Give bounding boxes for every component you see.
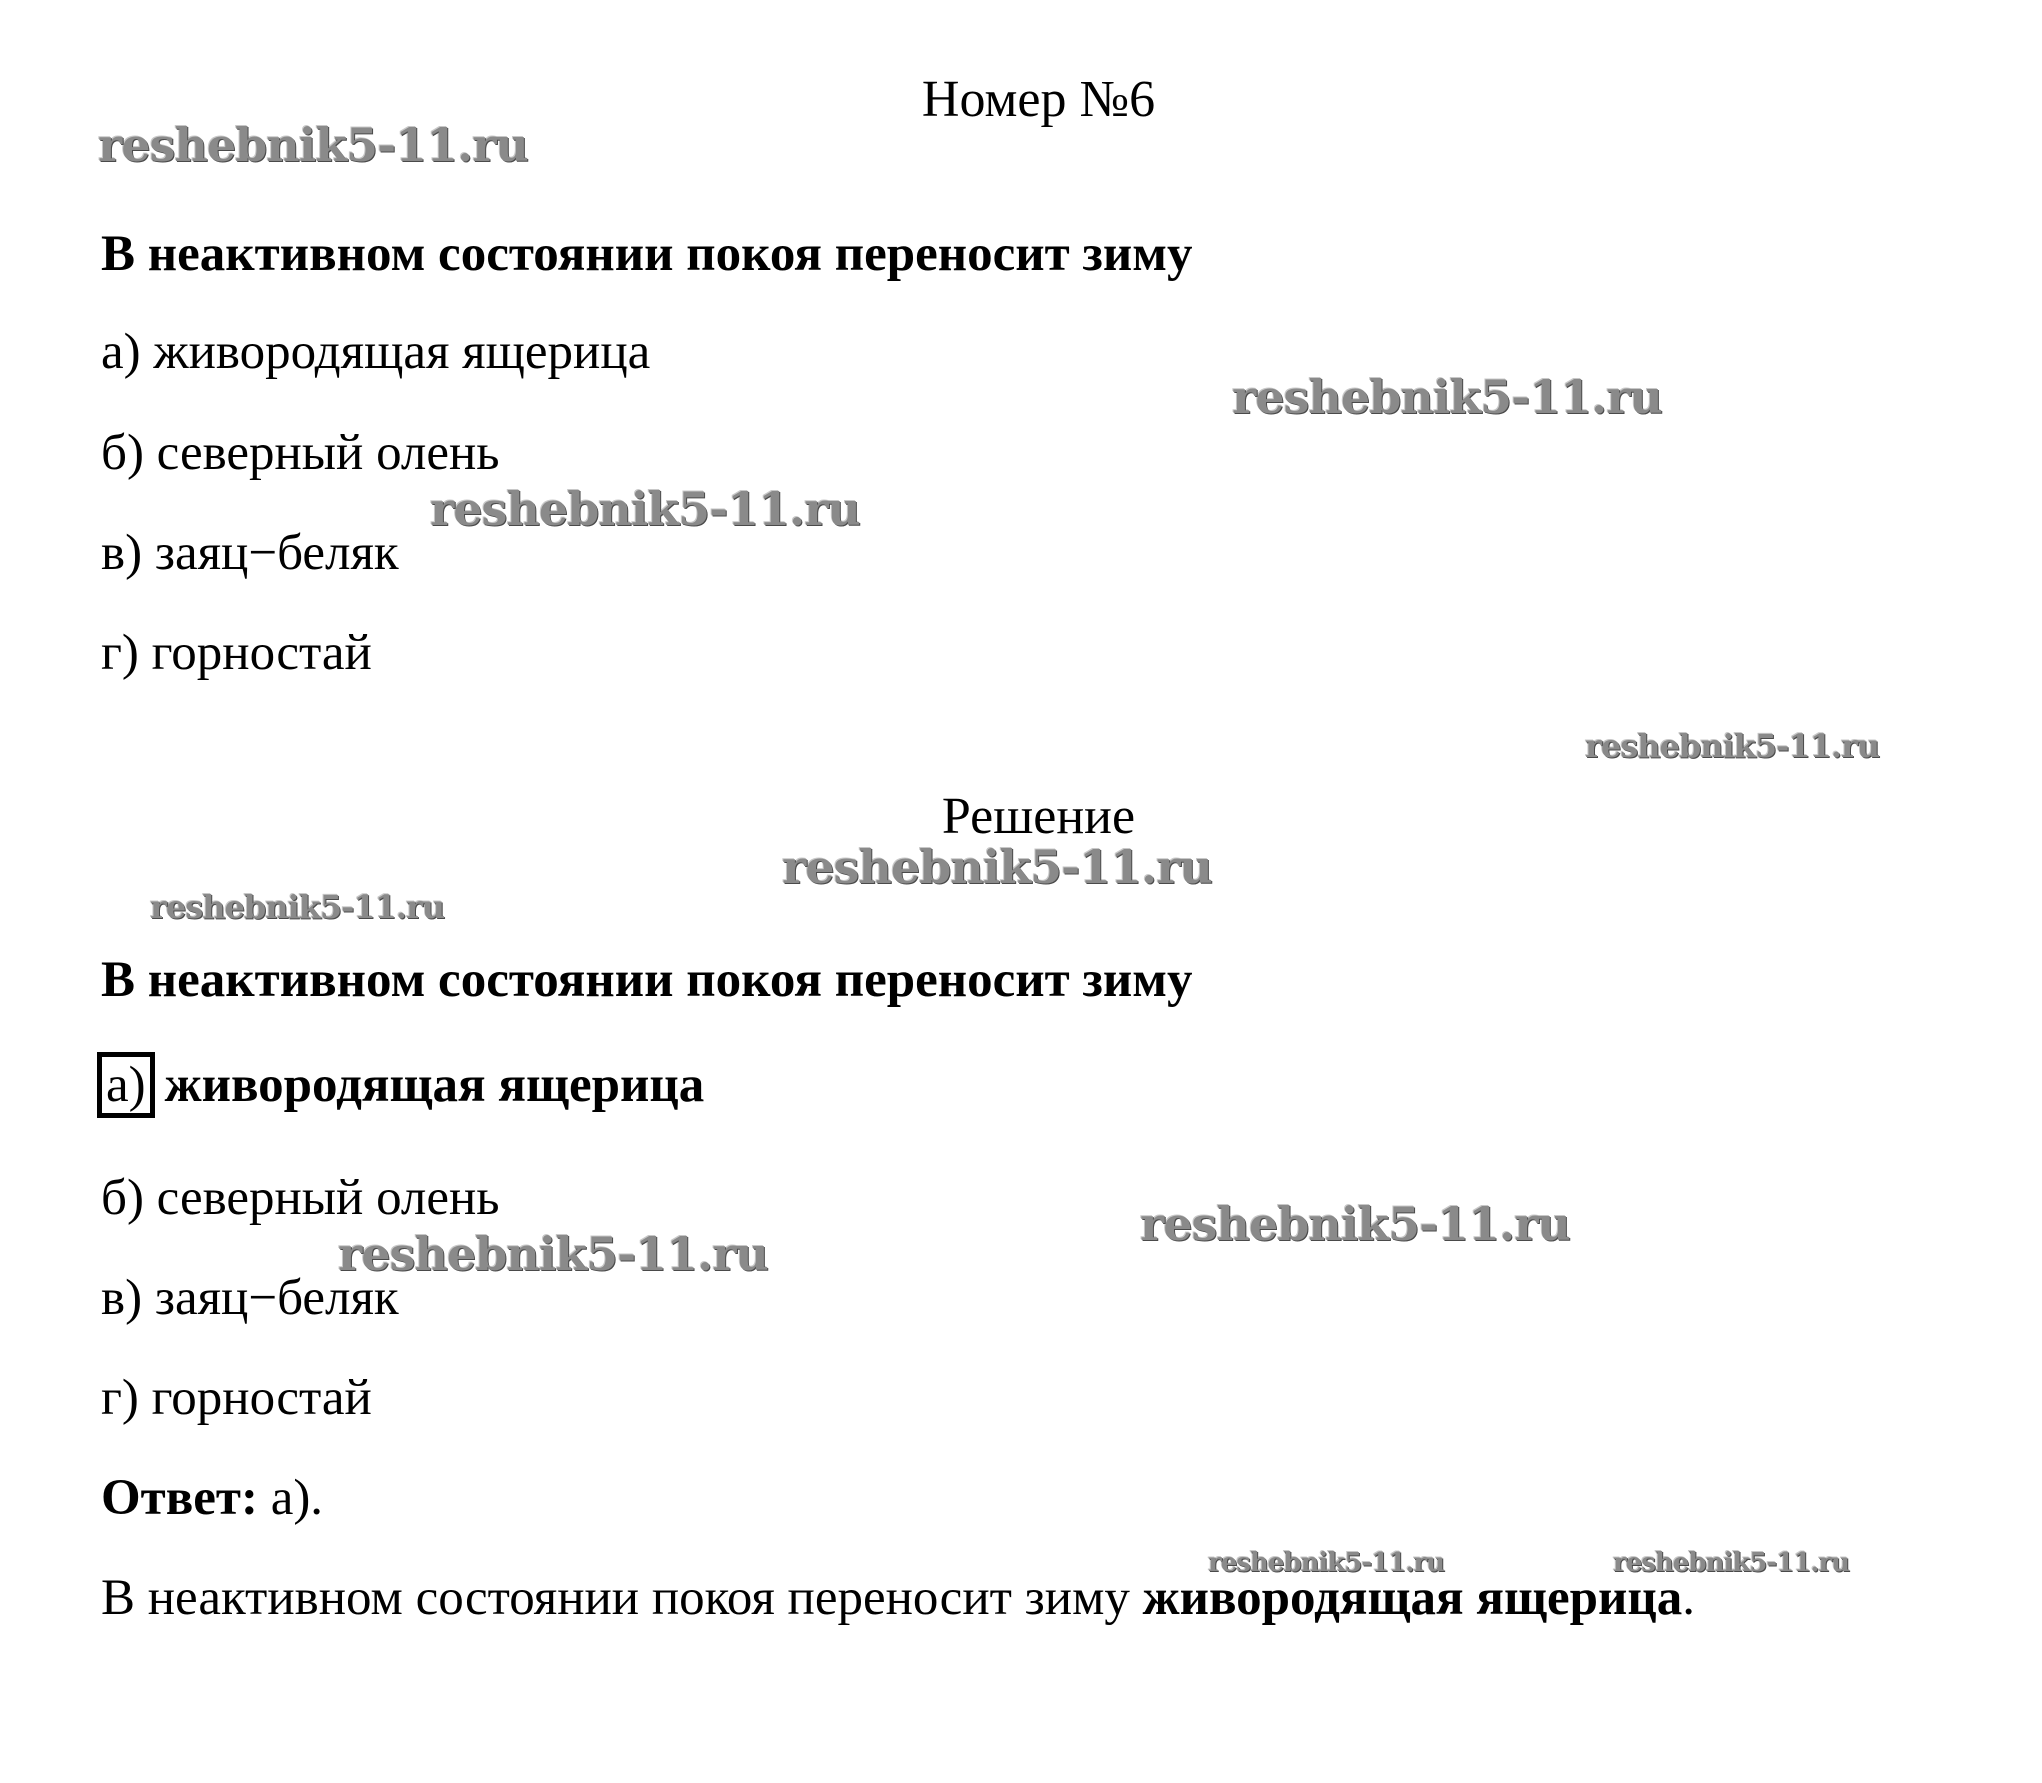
solution-selected-option — [101, 1052, 704, 1118]
watermark: reshebnik5-11.ru — [150, 888, 445, 926]
problem-option-a: а) живородящая ящерица — [101, 324, 651, 380]
selected-answer-marker: а) — [97, 1052, 155, 1118]
problem-option-b: б) северный олень — [101, 425, 500, 481]
problem-option-d: г) горностай — [101, 625, 372, 681]
watermark: reshebnik5-11.ru — [1613, 1548, 1850, 1578]
selected-answer-text: живородящая ящерица — [164, 1057, 705, 1113]
conclusion-bold: живородящая ящерица — [1142, 1570, 1683, 1626]
solution-option-b: б) северный олень — [101, 1170, 500, 1226]
solution-title: Решение — [941, 788, 1136, 845]
problem-option-c: в) заяц−беляк — [101, 525, 399, 581]
watermark: reshebnik5-11.ru — [98, 118, 528, 172]
solution-question: В неактивном состоянии покоя переносит зиму — [101, 952, 1193, 1008]
solution-option-d: г) горностай — [101, 1370, 372, 1426]
watermark: reshebnik5-11.ru — [782, 840, 1212, 894]
watermark: reshebnik5-11.ru — [338, 1227, 768, 1281]
answer-line — [101, 1468, 323, 1528]
conclusion — [101, 1568, 1695, 1628]
watermark: reshebnik5-11.ru — [1140, 1197, 1570, 1251]
conclusion-suffix: . — [1682, 1570, 1696, 1626]
problem-title: Номер №6 — [921, 71, 1156, 128]
answer-value: а). — [257, 1470, 324, 1526]
watermark: reshebnik5-11.ru — [1232, 370, 1662, 424]
watermark: reshebnik5-11.ru — [1585, 727, 1880, 765]
watermark: reshebnik5-11.ru — [1208, 1548, 1445, 1578]
problem-question: В неактивном состоянии покоя переносит зиму — [101, 226, 1193, 282]
conclusion-prefix: В неактивном состоянии покоя переносит зиму — [101, 1570, 1143, 1626]
answer-label: Ответ: — [101, 1470, 258, 1526]
watermark: reshebnik5-11.ru — [430, 482, 860, 536]
solution-option-c: в) заяц−беляк — [101, 1270, 399, 1326]
